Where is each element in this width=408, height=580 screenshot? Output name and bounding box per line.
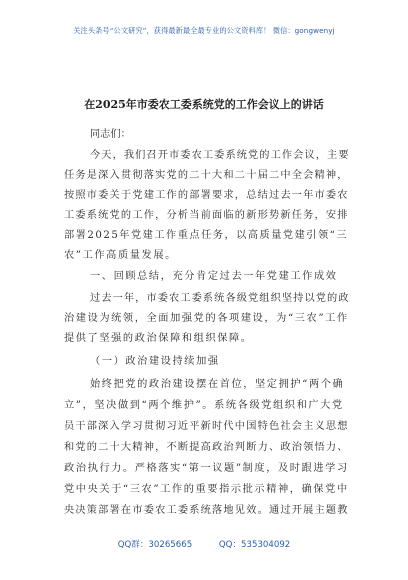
paragraph-line: 农”工作高质量发展。 (64, 250, 177, 261)
paragraph-line: 工委系统党的工作，分析当前面临的新形势新任务，安排 (64, 210, 349, 221)
paragraph-line: 始终把党的政治建设摆在首位，坚定拥护“两个确 (90, 379, 345, 390)
paragraph-line: 今天，我们召开市委农工委系统党的工作会议，主要 (90, 150, 350, 161)
paragraph-line: 党中央关于“三农”工作的重要指示批示精神，确保党中 (64, 484, 349, 495)
paragraph-line: 治建设为统领，全面加强党的各项建设，为“三农”工作 (64, 313, 349, 324)
paragraph-line: 和党的二十大精神，不断提高政治判断力、政治领悟力、 (64, 442, 349, 453)
paragraph-line: 员干部深入学习贯彻习近平新时代中国特色社会主义思想 (64, 421, 349, 432)
paragraph-line: 过去一年，市委农工委系统各级党组织坚持以党的政 (90, 293, 350, 304)
qq-number: QQ：535304092 (218, 540, 291, 550)
paragraph-line: 按照市委关于党建工作的部署要求，总结过去一年市委农 (64, 190, 349, 201)
qq-group: QQ群：30265665 (117, 540, 193, 550)
footer-contact (0, 538, 408, 550)
paragraph-line: 政治执行力。严格落实“第一议题”制度，及时跟进学习 (64, 463, 349, 474)
salutation: 同志们： (90, 129, 131, 140)
paragraph-line: 立”，坚决做到“两个维护”。系统各级党组织和广大党 (64, 400, 344, 411)
document-title: 在2025年市委农工委系统党的工作会议上的讲话 (84, 98, 324, 111)
paragraph-line: 提供了坚强的政治保障和组织保障。 (64, 333, 253, 344)
header-banner: 关注头条号“公文研究”，获得最新最全最专业的公文资料库！ 微信：gongwenyj (73, 26, 335, 35)
paragraph-line: 央决策部署在市委农工委系统落地见效。通过开展主题教 (64, 505, 349, 516)
subsection-heading: （一）政治建设持续加强 (90, 356, 220, 367)
paragraph-line: 任务是深入贯彻落实党的二十大和二十届二中全会精神， (64, 170, 349, 181)
section-heading: 一、回顾总结，充分肯定过去一年党建工作成效 (90, 271, 338, 282)
paragraph-line: 部署2025年党建工作重点任务，以高质量党建引领“三 (64, 230, 349, 241)
